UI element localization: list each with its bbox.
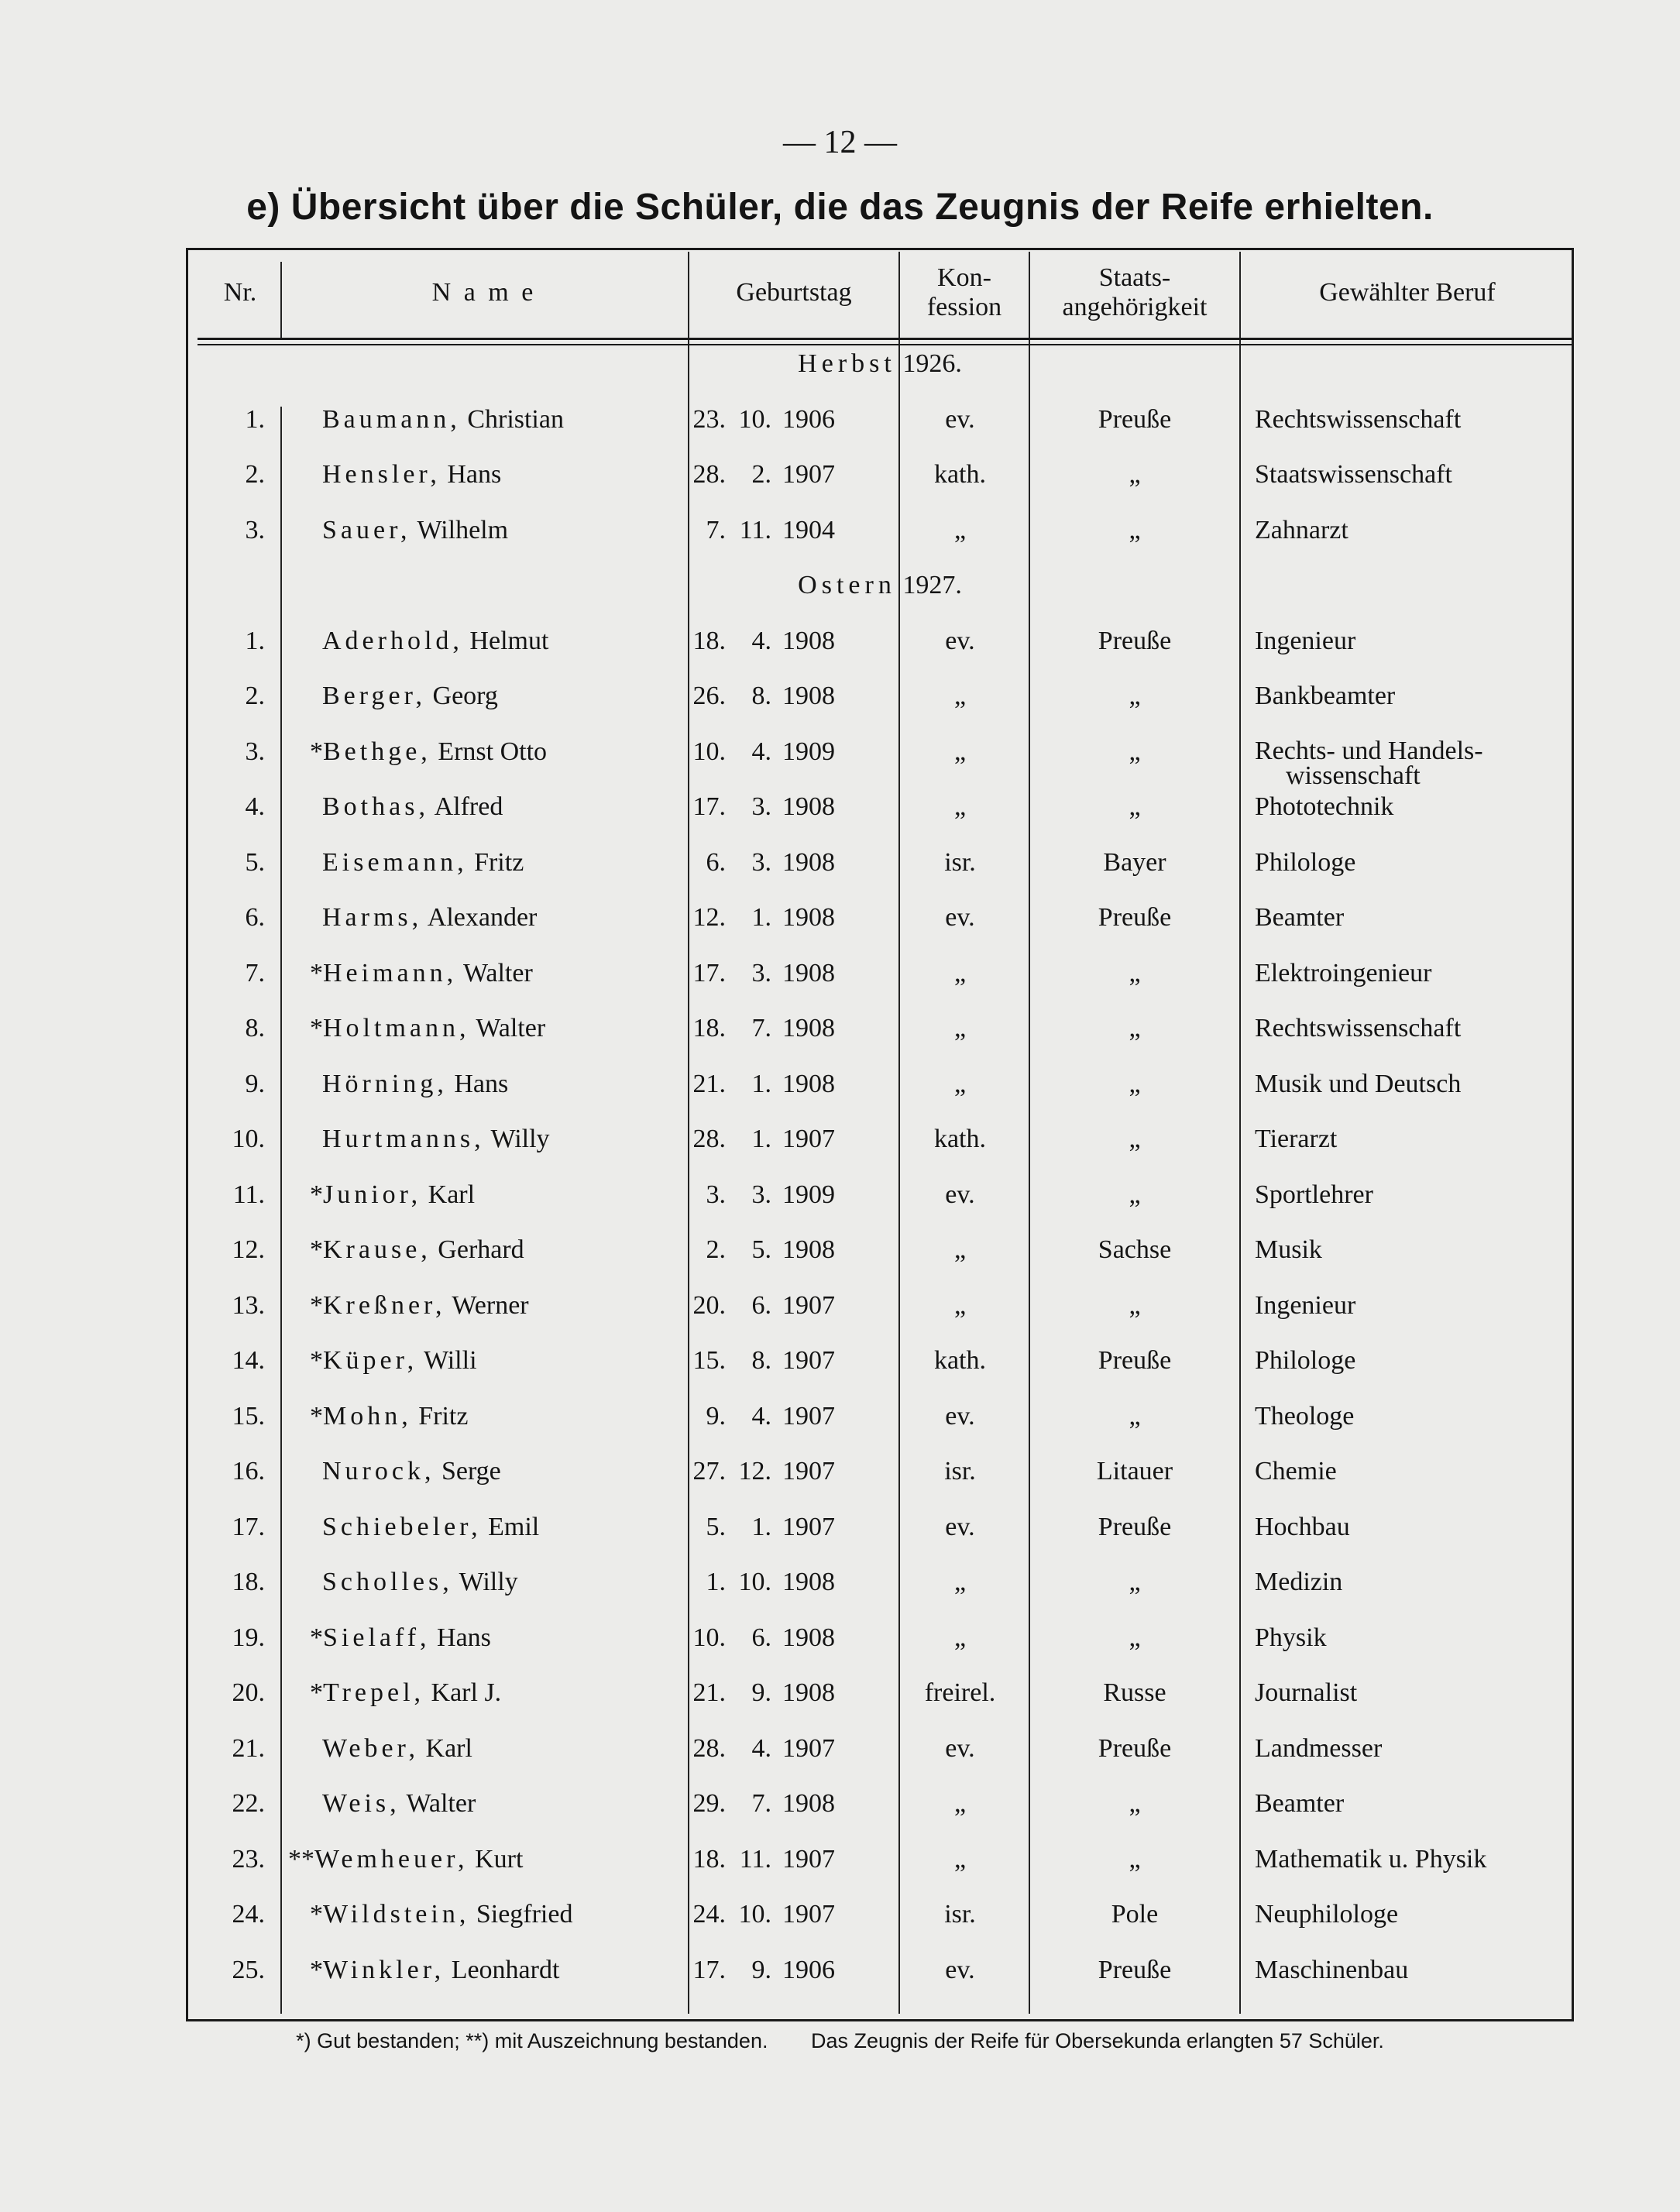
chosen-profession: Chemie [1255,1457,1337,1486]
chosen-profession: Philologe [1255,1346,1356,1375]
birth-year: 1907 [782,460,835,489]
student-name: Sauer, Wilhelm [322,515,509,544]
nationality: Bayer [1103,847,1166,877]
student-name: Weis, Walter [322,1789,476,1818]
birth-month: 4. [751,1733,771,1763]
birth-month: 9. [751,1955,771,1984]
chosen-profession: Philologe [1255,847,1356,877]
footnote [0,2029,1680,2053]
birth-year: 1908 [782,792,835,821]
birth-day: 5. [706,1512,726,1541]
nationality: Russe [1103,1678,1166,1707]
chosen-profession: Rechts- und Handels- wissenschaft [1255,736,1483,790]
table-row [186,788,1574,826]
row-number: 13. [232,1290,265,1320]
konfession: ev. [945,404,975,434]
birth-day: 28. [692,1733,726,1763]
nationality: Preuße [1098,1346,1172,1375]
birth-year: 1907 [782,1290,835,1320]
nationality: „ [1129,1401,1141,1431]
table-row [186,511,1574,550]
konfession: ev. [945,903,975,932]
student-name: Aderhold, Helmut [322,626,549,655]
birth-year: 1906 [782,1955,835,1984]
nationality: Pole [1111,1900,1159,1929]
student-name: *Kreßner, Werner [310,1290,529,1320]
chosen-profession: Maschinenbau [1255,1955,1409,1984]
birth-year: 1907 [782,1900,835,1929]
birth-month: 8. [751,1346,771,1375]
birth-month: 10. [738,1900,771,1929]
birth-month: 5. [751,1235,771,1264]
birth-year: 1907 [782,1401,835,1431]
birth-day: 21. [692,1069,726,1098]
birth-day: 15. [692,1346,726,1375]
birth-year: 1904 [782,515,835,544]
nationality: „ [1129,737,1141,766]
row-number: 24. [232,1900,265,1929]
birth-month: 7. [751,1014,771,1042]
konfession: „ [953,1623,967,1652]
nationality: Preuße [1098,903,1172,932]
birth-day: 17. [692,792,726,821]
chosen-profession: Phototechnik [1255,792,1394,821]
column-header-staat: Staats- angehörigkeit [1062,263,1208,321]
birth-day: 24. [692,1900,726,1929]
nationality: Litauer [1096,1457,1173,1486]
nationality: „ [1129,1623,1141,1652]
page-number: — 12 — [783,125,897,160]
birth-day: 26. [692,682,726,710]
nationality: „ [1129,1180,1141,1209]
birth-day: 17. [692,958,726,988]
birth-year: 1908 [782,1678,835,1707]
birth-year: 1909 [782,737,835,766]
table-row [186,843,1574,882]
birth-year: 1908 [782,1623,835,1652]
chosen-profession: Beamter [1255,903,1345,932]
student-name: *Bethge, Ernst Otto [310,737,548,766]
birth-year: 1908 [782,1568,835,1596]
birth-month: 3. [751,847,771,877]
nationality: „ [1129,682,1141,710]
konfession: „ [953,1014,967,1042]
chosen-profession: Rechtswissenschaft [1255,404,1462,434]
konfession: isr. [944,1900,976,1929]
konfession: ev. [945,626,975,655]
birth-year: 1908 [782,847,835,877]
birth-month: 12. [738,1457,771,1486]
birth-day: 28. [692,1125,726,1153]
student-name: *Mohn, Fritz [310,1401,469,1431]
chosen-profession: Musik [1255,1235,1322,1264]
chosen-profession: Bankbeamter [1255,682,1396,710]
row-number: 4. [245,792,265,821]
student-name: Eisemann, Fritz [322,847,524,877]
student-name: Harms, Alexander [322,903,538,932]
chosen-profession: Zahnarzt [1255,515,1348,544]
birth-day: 1. [706,1568,726,1596]
birth-month: 1. [751,1069,771,1098]
table-row [186,1619,1574,1657]
row-number: 19. [232,1623,265,1652]
konfession: ev. [945,1955,975,1984]
student-name: *Trepel, Karl J. [310,1678,502,1707]
student-name: Schiebeler, Emil [322,1512,540,1541]
birth-day: 23. [692,404,726,434]
column-header-birthday: Geburtstag [736,277,852,307]
table-row [186,1397,1574,1436]
nationality: „ [1129,1014,1141,1042]
row-number: 3. [245,737,265,766]
table-row [186,1674,1574,1712]
birth-day: 12. [692,903,726,932]
birth-day: 21. [692,1678,726,1707]
birth-year: 1907 [782,1346,835,1375]
row-number: 3. [245,515,265,544]
birth-day: 28. [692,460,726,489]
row-number: 6. [245,903,265,932]
chosen-profession: Ingenieur [1255,626,1356,655]
nationality: Preuße [1098,626,1172,655]
row-number: 12. [232,1235,265,1264]
birth-month: 3. [751,792,771,821]
konfession: ev. [945,1401,975,1431]
konfession: ev. [945,1733,975,1763]
chosen-profession: Medizin [1255,1568,1343,1596]
column-header-name: N a m e [431,277,537,307]
birth-day: 10. [692,1623,726,1652]
chosen-profession: Musik und Deutsch [1255,1069,1462,1098]
chosen-profession: Rechtswissenschaft [1255,1014,1462,1042]
chosen-profession: Sportlehrer [1255,1180,1373,1209]
table-row [186,1120,1574,1159]
konfession: ev. [945,1180,975,1209]
row-number: 1. [245,404,265,434]
nationality: „ [1129,1125,1141,1153]
birth-year: 1907 [782,1733,835,1763]
table-row [186,1729,1574,1768]
student-name: **Wemheuer, Kurt [288,1844,524,1874]
row-number: 8. [245,1014,265,1042]
table-row [186,1009,1574,1048]
row-number: 11. [232,1180,265,1209]
row-number: 1. [245,626,265,655]
birth-month: 9. [751,1678,771,1707]
nationality: „ [1129,958,1141,988]
chosen-profession: Neuphilologe [1255,1900,1399,1929]
row-number: 23. [232,1844,265,1874]
birth-day: 6. [706,847,726,877]
row-number: 10. [232,1125,265,1153]
table-row [186,1508,1574,1547]
table-row [186,954,1574,993]
chosen-profession: Tierarzt [1255,1125,1338,1153]
table-row [186,898,1574,937]
konfession: „ [953,1568,967,1596]
birth-year: 1908 [782,1069,835,1098]
birth-year: 1908 [782,1014,835,1042]
birth-day: 2. [706,1235,726,1264]
konfession: ev. [945,1512,975,1541]
page-title: e) Übersicht über die Schüler, die das Zeugnis der Reife erhielten. [246,187,1434,228]
birth-month: 11. [739,1844,771,1874]
birth-month: 4. [751,737,771,766]
konfession: „ [953,1844,967,1874]
table-row [186,1895,1574,1934]
chosen-profession: Landmesser [1255,1733,1383,1763]
birth-day: 20. [692,1290,726,1320]
konfession: „ [953,737,967,766]
table-row [186,1951,1574,1990]
konfession: „ [953,1290,967,1320]
footnote-marks: *) Gut bestanden; **) mit Auszeichnung bestanden. [296,2029,768,2052]
birth-month: 3. [751,958,771,988]
birth-month: 3. [751,1180,771,1209]
column-header-konfession: Kon- fession [926,263,1002,321]
table-row [186,1563,1574,1602]
table-row [186,455,1574,494]
konfession: „ [953,792,967,821]
row-number: 15. [232,1401,265,1431]
row-number: 2. [245,460,265,489]
student-name: *Wildstein, Siegfried [310,1900,573,1929]
birth-month: 11. [739,515,771,544]
table-row [186,1784,1574,1823]
birth-month: 8. [751,682,771,710]
nationality: Sachse [1098,1235,1172,1264]
row-number: 2. [245,682,265,710]
birth-year: 1908 [782,682,835,710]
row-number: 25. [232,1955,265,1984]
student-name: *Junior, Karl [310,1180,476,1209]
nationality: „ [1129,1290,1141,1320]
chosen-profession: Staatswissenschaft [1255,460,1452,489]
nationality: „ [1129,1844,1141,1874]
table-row [186,1286,1574,1325]
birth-year: 1907 [782,1512,835,1541]
konfession: kath. [933,1125,987,1153]
birth-month: 4. [751,1401,771,1431]
header-double-rule [198,338,1572,340]
birth-month: 1. [751,903,771,932]
birth-month: 6. [751,1623,771,1652]
birth-day: 17. [692,1955,726,1984]
birth-day: 18. [692,1014,726,1042]
row-number: 5. [245,847,265,877]
nationality: „ [1129,1568,1141,1596]
konfession: kath. [933,460,987,489]
student-name: *Winkler, Leonhardt [310,1955,560,1984]
birth-year: 1908 [782,1789,835,1818]
student-name: *Holtmann, Walter [310,1014,546,1042]
column-header-beruf: Gewählter Beruf [1319,277,1496,307]
table-row [186,677,1574,716]
birth-month: 1. [751,1512,771,1541]
birth-year: 1907 [782,1125,835,1153]
birth-year: 1907 [782,1844,835,1874]
birth-month: 1. [751,1125,771,1153]
chosen-profession: Beamter [1255,1789,1345,1818]
row-number: 16. [232,1457,265,1486]
student-name: Scholles, Willy [322,1568,518,1596]
birth-day: 3. [706,1180,726,1209]
chosen-profession: Ingenieur [1255,1290,1356,1320]
student-name: *Küper, Willi [310,1346,477,1375]
birth-year: 1908 [782,903,835,932]
student-name: Baumann, Christian [322,404,564,434]
konfession: „ [953,1235,967,1264]
chosen-profession: Mathematik u. Physik [1255,1844,1487,1874]
birth-year: 1908 [782,958,835,988]
birth-month: 2. [751,460,771,489]
student-name: Hurtmanns, Willy [322,1125,550,1153]
footnote-obersekunda: Das Zeugnis der Reife für Obersekunda erlangten 57 Schüler. [810,2029,1384,2052]
birth-year: 1907 [782,1457,835,1486]
birth-month: 4. [751,626,771,655]
table-row [186,733,1574,790]
row-number: 22. [232,1789,265,1818]
student-name: *Heimann, Walter [310,958,533,988]
table-row [186,1231,1574,1269]
table-row [186,1840,1574,1879]
birth-day: 7. [706,515,726,544]
section-heading: Ostern 1927. [798,571,962,599]
student-name: Bothas, Alfred [322,792,503,821]
nationality: Preuße [1098,1733,1172,1763]
nationality: „ [1129,792,1141,821]
birth-month: 10. [738,1568,771,1596]
birth-month: 7. [751,1789,771,1818]
column-header-nr: Nr. [223,277,257,307]
konfession: isr. [944,847,976,877]
chosen-profession: Elektroingenieur [1255,958,1432,988]
nationality: „ [1129,1789,1141,1818]
birth-year: 1908 [782,626,835,655]
birth-day: 18. [692,626,726,655]
row-number: 7. [245,958,265,988]
table-row [186,622,1574,661]
chosen-profession: Theologe [1255,1401,1355,1431]
student-name: Weber, Karl [322,1733,472,1763]
table-row [186,1176,1574,1214]
table-header [186,248,1574,337]
student-name: Nurock, Serge [322,1457,501,1486]
row-number: 21. [232,1733,265,1763]
table-row [186,1065,1574,1104]
row-number: 18. [232,1568,265,1596]
nationality: „ [1129,515,1141,544]
student-name: *Krause, Gerhard [310,1235,524,1264]
konfession: freirel. [924,1678,996,1707]
chosen-profession: Physik [1255,1623,1327,1652]
birth-year: 1908 [782,1235,835,1264]
birth-day: 27. [692,1457,726,1486]
row-number: 17. [232,1512,265,1541]
birth-month: 10. [738,404,771,434]
student-name: Hörning, Hans [322,1069,509,1098]
birth-year: 1909 [782,1180,835,1209]
row-number: 14. [232,1346,265,1375]
birth-day: 9. [706,1401,726,1431]
nationality: Preuße [1098,1955,1172,1984]
konfession: „ [953,515,967,544]
birth-day: 10. [692,737,726,766]
student-name: Hensler, Hans [322,460,502,489]
table-row [186,1452,1574,1491]
student-name: Berger, Georg [322,682,498,710]
section-heading: Herbst 1926. [798,349,962,378]
konfession: „ [953,958,967,988]
row-number: 9. [245,1069,265,1098]
birth-day: 29. [692,1789,726,1818]
nationality: Preuße [1098,1512,1172,1541]
nationality: „ [1129,1069,1141,1098]
table-row [186,400,1574,439]
konfession: isr. [944,1457,976,1486]
row-number: 20. [232,1678,265,1707]
chosen-profession: Journalist [1255,1678,1358,1707]
nationality: Preuße [1098,404,1172,434]
student-name: *Sielaff, Hans [310,1623,491,1652]
birth-month: 6. [751,1290,771,1320]
chosen-profession: Hochbau [1255,1512,1350,1541]
konfession: „ [953,1789,967,1818]
birth-year: 1906 [782,404,835,434]
table-row [186,1341,1574,1380]
birth-day: 18. [692,1844,726,1874]
konfession: „ [953,682,967,710]
nationality: „ [1129,460,1141,489]
konfession: kath. [933,1346,987,1375]
konfession: „ [953,1069,967,1098]
